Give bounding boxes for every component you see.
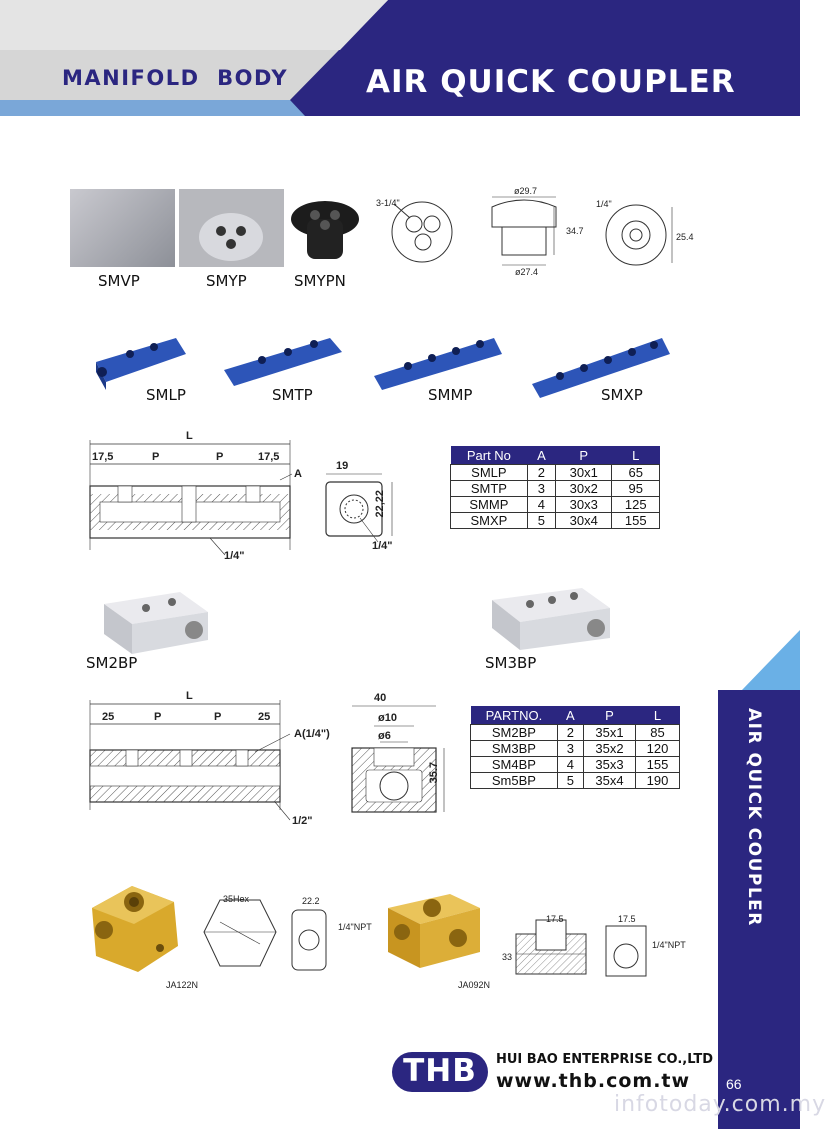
table-row	[451, 513, 660, 529]
dim-width: 19	[336, 460, 349, 472]
table-header: L	[636, 706, 680, 725]
company-logo: THB	[403, 1053, 477, 1089]
table-cell: 30x4	[556, 513, 612, 529]
table-cell: SM2BP	[471, 725, 558, 741]
label-smypn: SMYPN	[294, 272, 346, 290]
company-website[interactable]: www.thb.com.tw	[496, 1070, 691, 1092]
page-number: 66	[726, 1076, 742, 1092]
product-photo-smtp	[218, 332, 348, 394]
table-cell: 35x2	[583, 741, 635, 757]
table-cell: 95	[612, 481, 660, 497]
dim-h: 33	[502, 952, 513, 962]
table-row	[471, 773, 680, 789]
table-cell: 5	[527, 513, 555, 529]
table-cell: SM3BP	[471, 741, 558, 757]
dim-A2: A(1/4")	[294, 728, 330, 740]
dim-p2: P	[216, 451, 224, 463]
product-photo-smypn	[285, 189, 365, 267]
dim-height: 22,22	[374, 490, 386, 518]
product-photo-smyp	[179, 189, 284, 267]
label-smxp: SMXP	[601, 386, 643, 404]
table-cell: 190	[636, 773, 680, 789]
label-smvp: SMVP	[98, 272, 140, 290]
table-cell: 85	[636, 725, 680, 741]
dim-width: 25.4	[676, 232, 694, 242]
dim-port: 1/4"	[596, 199, 612, 209]
dim-A: A	[294, 468, 302, 480]
product-photo-sm3bp	[488, 586, 620, 662]
dim-L: L	[186, 430, 193, 442]
table-cell: 30x1	[556, 465, 612, 481]
dim-d1: ø10	[378, 712, 397, 724]
dim-d2: ø6	[378, 730, 391, 742]
table-cell: 4	[527, 497, 555, 513]
page-title: AIR QUICK COUPLER	[366, 64, 736, 100]
product-photo-smlp	[90, 332, 190, 394]
dim-p1: P	[152, 451, 160, 463]
dim-p1-2: P	[154, 711, 162, 723]
dim-height2: 35.7	[428, 762, 440, 784]
dim-bottom-dia: ø27.4	[515, 267, 539, 277]
table-cell: 35x3	[583, 757, 635, 773]
product-photo-smmp	[370, 332, 505, 394]
table-cell: SM4BP	[471, 757, 558, 773]
table-row	[471, 725, 680, 741]
dim-width2: 40	[374, 692, 387, 704]
product-photo-ja122n	[78, 878, 186, 978]
product-photo-ja092n	[380, 884, 486, 976]
section-title: MANIFOLD BODY	[62, 66, 289, 90]
dim-inlet2: 1/2"	[292, 815, 313, 827]
table-cell: SMMP	[451, 497, 528, 513]
dim-height: 34.7	[566, 226, 584, 236]
product-photo-sm2bp	[100, 588, 220, 662]
dim-end1: 17,5	[92, 451, 114, 463]
table-cell: Sm5BP	[471, 773, 558, 789]
side-tab-label: AIR QUICK COUPLER	[744, 708, 764, 927]
watermark: infotoday.com.my	[614, 1092, 826, 1117]
table-cell: SMLP	[451, 465, 528, 481]
table-cell: 120	[636, 741, 680, 757]
label-smlp: SMLP	[146, 386, 186, 404]
part-table-small	[450, 446, 660, 529]
drawing-ja122n-side	[284, 900, 334, 976]
table-cell: 2	[557, 725, 583, 741]
dim-b: 17.5	[618, 914, 636, 924]
table-cell: 3	[557, 741, 583, 757]
table-header: P	[583, 706, 635, 725]
dim-p2-2: P	[214, 711, 222, 723]
table-cell: 2	[527, 465, 555, 481]
table-header: A	[527, 446, 555, 465]
dim-inlet: 1/4"	[224, 550, 245, 562]
label-smyp: SMYP	[206, 272, 247, 290]
table-row	[451, 497, 660, 513]
table-cell: 5	[557, 773, 583, 789]
label-ja122n: JA122N	[166, 980, 199, 990]
label-ja092n: JA092N	[458, 980, 491, 990]
table-header: Part No	[451, 446, 528, 465]
drawing-side-view	[486, 185, 562, 277]
drawing-ja092n-side	[600, 920, 650, 982]
table-cell: 155	[612, 513, 660, 529]
company-name: HUI BAO ENTERPRISE CO.,LTD	[496, 1052, 713, 1067]
part-table-large	[470, 706, 680, 789]
product-photo-smvp	[70, 189, 175, 267]
table-header: PARTNO.	[471, 706, 558, 725]
dim-top-dia: ø29.7	[514, 186, 538, 196]
table-header: A	[557, 706, 583, 725]
label-sm2bp: SM2BP	[86, 654, 138, 672]
table-cell: 35x4	[583, 773, 635, 789]
dim-w: 22.2	[302, 896, 320, 906]
label-sm3bp: SM3BP	[485, 654, 537, 672]
dim-L2: L	[186, 690, 193, 702]
table-cell: 155	[636, 757, 680, 773]
table-cell: SMTP	[451, 481, 528, 497]
dim-holes: 3-1/4"	[376, 198, 400, 208]
table-header: P	[556, 446, 612, 465]
drawing-ja122n-front	[200, 892, 280, 974]
table-row	[471, 741, 680, 757]
dim-a: 17.5	[546, 914, 564, 924]
dim-hex: 35Hex	[223, 894, 250, 904]
drawing-manifold-small	[80, 430, 420, 560]
table-cell: SMXP	[451, 513, 528, 529]
side-tab-accent	[742, 630, 800, 690]
label-smmp: SMMP	[428, 386, 473, 404]
table-cell: 30x3	[556, 497, 612, 513]
table-row	[451, 465, 660, 481]
dim-end2: 17,5	[258, 451, 280, 463]
table-cell: 3	[527, 481, 555, 497]
table-cell: 65	[612, 465, 660, 481]
dim-end1-2: 25	[102, 711, 115, 723]
table-cell: 125	[612, 497, 660, 513]
table-row	[451, 481, 660, 497]
dim-side-port: 1/4"	[372, 540, 393, 552]
dim-npt: 1/4"NPT	[338, 922, 372, 932]
table-cell: 30x2	[556, 481, 612, 497]
dim-npt2: 1/4"NPT	[652, 940, 686, 950]
dim-end2-2: 25	[258, 711, 271, 723]
table-header: L	[612, 446, 660, 465]
table-cell: 4	[557, 757, 583, 773]
table-row	[471, 757, 680, 773]
label-smtp: SMTP	[272, 386, 313, 404]
table-cell: 35x1	[583, 725, 635, 741]
